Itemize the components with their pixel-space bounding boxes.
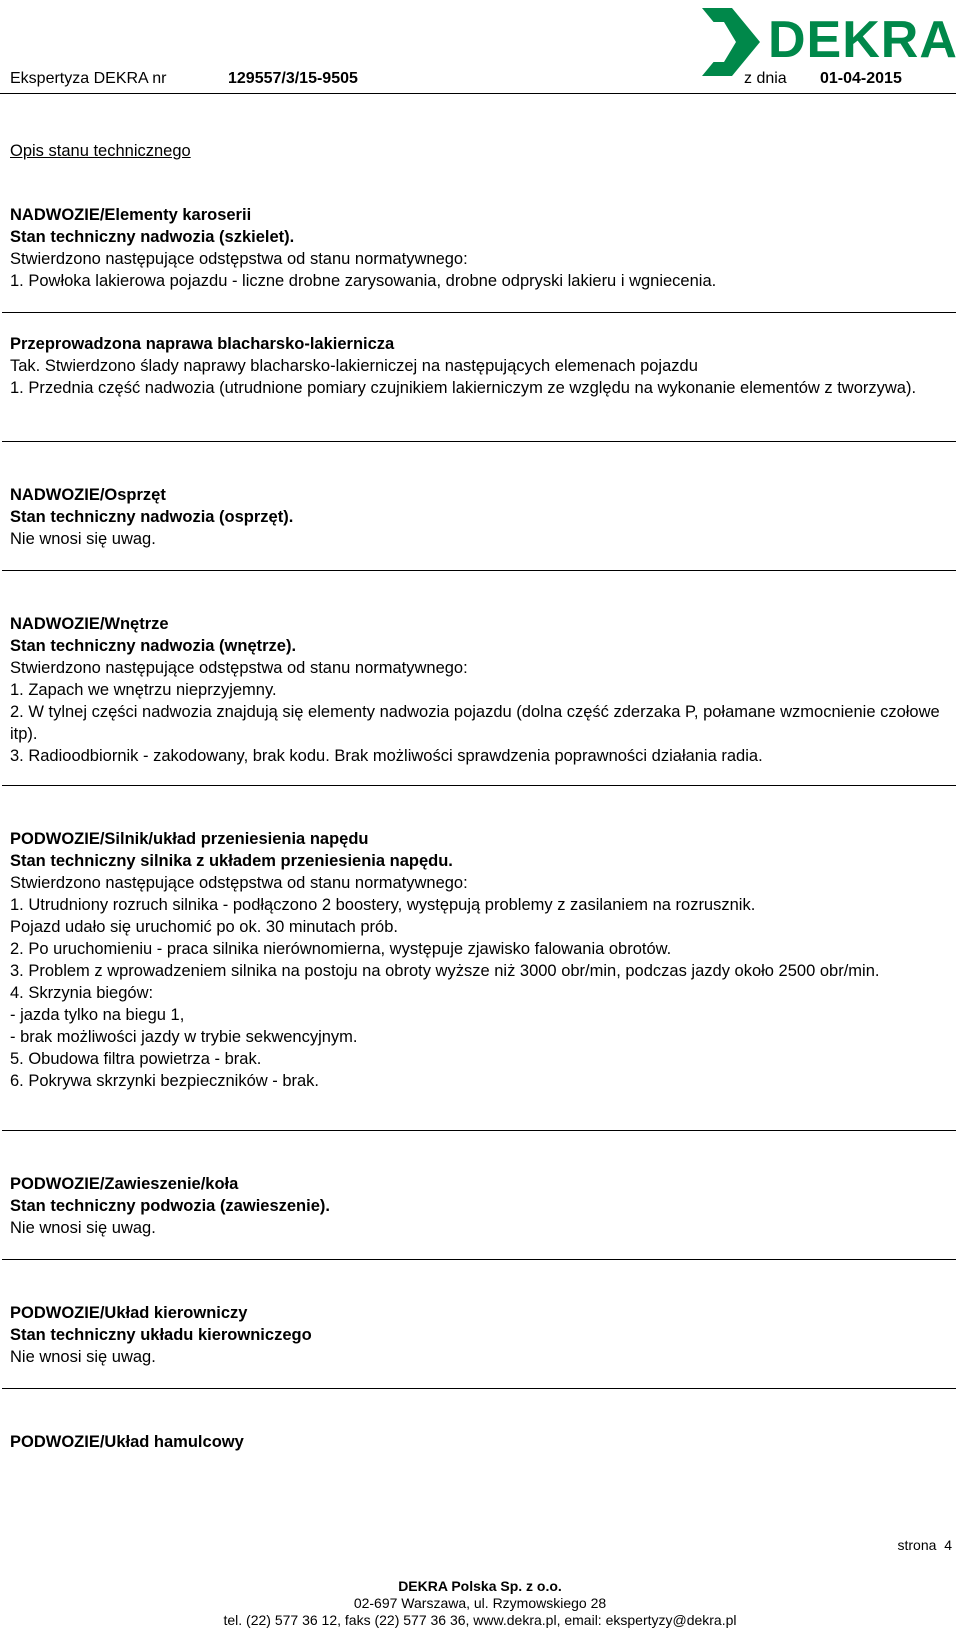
section-subtitle: Stan techniczny układu kierowniczego (10, 1326, 312, 1344)
section-divider (2, 785, 956, 786)
report-number: 129557/3/15-9505 (228, 70, 358, 87)
section-subtitle: Stan techniczny nadwozia (wnętrze). (10, 637, 297, 655)
footer-contact: tel. (22) 577 36 12, faks (22) 577 36 36, www.dekra.pl, email: ekspertyzy@dekra.pl (223, 1612, 737, 1628)
section-line: - brak możliwości jazdy w trybie sekwencyjnym. (10, 1028, 358, 1046)
footer (0, 1578, 960, 1629)
section-line: 1. Utrudniony rozruch silnika - podłączono 2 boostery, występują problemy z zasilaniem na rozrusznik. (10, 896, 756, 914)
section-title: NADWOZIE/Wnętrze (10, 615, 169, 633)
section-wnetrze (10, 613, 948, 767)
section-title: PODWOZIE/Zawieszenie/koła (10, 1175, 239, 1193)
section-divider (2, 441, 956, 442)
section-silnik (10, 828, 948, 1092)
section-line: 5. Obudowa filtra powietrza - brak. (10, 1050, 262, 1068)
section-divider (2, 312, 956, 313)
section-subtitle: Stan techniczny nadwozia (osprzęt). (10, 508, 294, 526)
section-divider (2, 1259, 956, 1260)
section-divider (2, 1388, 956, 1389)
section-title: PODWOZIE/Układ hamulcowy (10, 1433, 244, 1451)
page-number (898, 1537, 953, 1553)
section-subtitle: Stan techniczny podwozia (zawieszenie). (10, 1197, 330, 1215)
section-karoseria (10, 204, 948, 292)
report-date: 01-04-2015 (820, 70, 902, 87)
page-value: 4 (944, 1537, 952, 1553)
section-line: Nie wnosi się uwag. (10, 1219, 156, 1237)
header-divider (0, 93, 956, 94)
section-subtitle: Stan techniczny silnika z układem przeniesienia napędu. (10, 852, 453, 870)
section-divider (2, 1130, 956, 1131)
section-line: 2. W tylnej części nadwozia znajdują się elementy nadwozia pojazdu (dolna część zderzaka P, połamane wzmocnienie czołowe itp). (10, 703, 940, 743)
section-line: 6. Pokrywa skrzynki bezpieczników - brak. (10, 1072, 320, 1090)
section-subtitle: Stan techniczny nadwozia (szkielet). (10, 228, 295, 246)
section-line: Stwierdzono następujące odstępstwa od stanu normatywnego: (10, 874, 468, 892)
logo-text: DEKRA (768, 11, 958, 69)
dekra-logo (694, 6, 956, 80)
section-line: 4. Skrzynia biegów: (10, 984, 154, 1002)
section-title: PODWOZIE/Układ kierowniczy (10, 1304, 248, 1322)
section-line: - jazda tylko na biegu 1, (10, 1006, 185, 1024)
section-line: Stwierdzono następujące odstępstwa od stanu normatywnego: (10, 250, 468, 268)
section-title: NADWOZIE/Elementy karoserii (10, 206, 252, 224)
footer-company: DEKRA Polska Sp. z o.o. (398, 1578, 562, 1594)
doc-title: Opis stanu technicznego (10, 142, 191, 160)
section-kierowniczy (10, 1302, 948, 1368)
section-line: 1. Przednia część nadwozia (utrudnione pomiary czujnikiem lakierniczym ze względu na wykonanie elementów z tworzywa). (10, 379, 917, 397)
page-label: strona (897, 1537, 937, 1553)
section-line: Nie wnosi się uwag. (10, 1348, 156, 1366)
section-zawieszenie (10, 1173, 948, 1239)
section-line: 2. Po uruchomieniu - praca silnika nierównomierna, występuje zjawisko falowania obrotów. (10, 940, 672, 958)
section-hamulcowy (10, 1431, 948, 1453)
dekra-arrow-icon (694, 6, 766, 78)
section-line: Tak. Stwierdzono ślady naprawy blacharsko-lakierniczej na następujących elemenach pojazdu (10, 357, 698, 375)
section-divider (2, 570, 956, 571)
section-line: Pojazd udało się uruchomić po ok. 30 minutach prób. (10, 918, 398, 936)
section-line: Stwierdzono następujące odstępstwa od stanu normatywnego: (10, 659, 468, 677)
section-line: 3. Radioodbiornik - zakodowany, brak kodu. Brak możliwości sprawdzenia poprawności działania radia. (10, 747, 763, 765)
date-label: z dnia (744, 70, 787, 87)
footer-address: 02-697 Warszawa, ul. Rzymowskiego 28 (353, 1595, 607, 1611)
section-title: PODWOZIE/Silnik/układ przeniesienia napędu (10, 830, 369, 848)
section-line: 1. Powłoka lakierowa pojazdu - liczne drobne zarysowania, drobne odpryski lakieru i wgniecenia. (10, 272, 717, 290)
report-label: Ekspertyza DEKRA nr (10, 70, 167, 87)
section-line: 3. Problem z wprowadzeniem silnika na postoju na obroty wyższe niż 3000 obr/min, podczas jazdy około 2500 obr/min. (10, 962, 880, 980)
section-osprzet (10, 484, 948, 550)
section-line: Nie wnosi się uwag. (10, 530, 156, 548)
section-title: Przeprowadzona naprawa blacharsko-lakiernicza (10, 335, 395, 353)
section-line: 1. Zapach we wnętrzu nieprzyjemny. (10, 681, 277, 699)
section-title: NADWOZIE/Osprzęt (10, 486, 166, 504)
section-naprawa (10, 333, 948, 399)
